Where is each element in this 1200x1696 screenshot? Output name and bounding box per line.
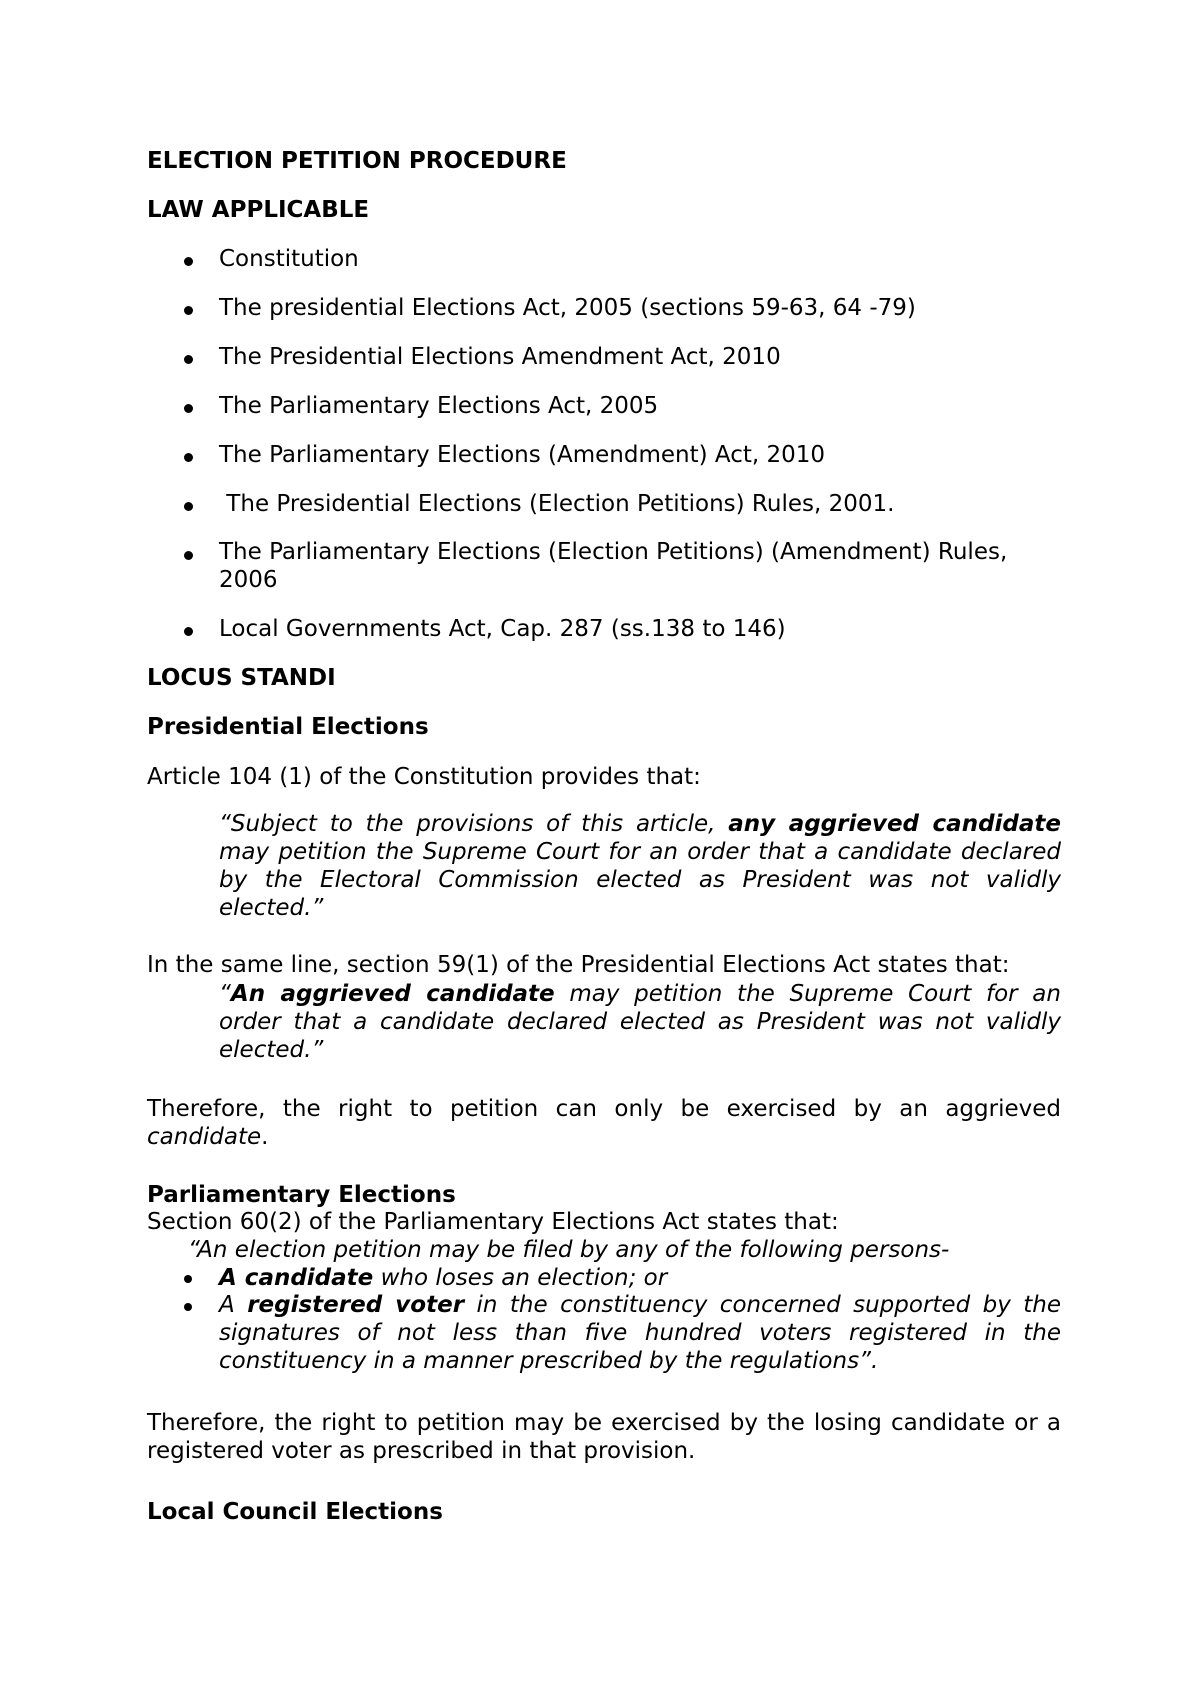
law-list-item: [0, 539, 1200, 602]
document-title: ELECTION PETITION PROCEDURE: [147, 148, 567, 174]
emphasis-bold: An aggrieved candidate: [230, 981, 555, 1007]
bullet-icon: [184, 306, 193, 315]
law-item-text: The Presidential Elections Amendment Act, 2010: [219, 344, 781, 370]
bullet-icon: [184, 453, 193, 462]
emphasis-bold: any aggrieved candidate: [728, 811, 1062, 837]
section-59-quote: “An aggrieved candidate may petition the Supreme Court for an order that a candidate declared elected as President was not validly elected.”: [219, 981, 1061, 1063]
quote-item-text: A candidate who loses an election; or: [219, 1265, 668, 1291]
conclusion-parliamentary: Therefore, the right to petition may be exercised by the losing candidate or a registered voter as prescribed in that provision.: [147, 1410, 1061, 1464]
bullet-icon: [184, 404, 193, 413]
law-item-text: Constitution: [219, 246, 359, 272]
bullet-icon: [184, 551, 193, 560]
law-list-item: [0, 248, 1200, 276]
bullet-icon: [184, 502, 193, 511]
bullet-icon: [184, 355, 193, 364]
section-60-quote-intro: “An election petition may be filed by any of the following persons-: [188, 1237, 950, 1263]
local-council-heading: Local Council Elections: [147, 1499, 443, 1525]
locus-standi-heading: LOCUS STANDI: [147, 665, 336, 691]
bullet-icon: [184, 1303, 192, 1311]
bullet-icon: [184, 1275, 192, 1283]
law-list-item: [0, 493, 1200, 521]
law-item-text: The Presidential Elections (Election Petitions) Rules, 2001.: [219, 491, 895, 517]
emphasis-bold: registered voter: [247, 1292, 465, 1318]
law-item-text: The Parliamentary Elections (Amendment) Act, 2010: [219, 442, 826, 468]
law-list-item: [0, 618, 1200, 646]
quote-list-item: [0, 1292, 1200, 1385]
law-item-text: The Parliamentary Elections Act, 2005: [219, 393, 659, 419]
section-60-intro: Section 60(2) of the Parliamentary Elections Act states that:: [147, 1209, 839, 1235]
article-104-quote: “Subject to the provisions of this article, any aggrieved candidate may petition the Supreme Court for an order that a candidate declared by the Electoral Commission elected as President was not validly elected.”: [219, 811, 1062, 921]
article-104-intro: Article 104 (1) of the Constitution provides that:: [147, 764, 701, 790]
law-item-text: Local Governments Act, Cap. 287 (ss.138 to 146): [219, 616, 786, 642]
law-applicable-heading: LAW APPLICABLE: [147, 197, 370, 223]
law-item-text: The Parliamentary Elections (Election Petitions) (Amendment) Rules, 2006: [219, 539, 1008, 593]
emphasis-bold: A candidate: [219, 1265, 374, 1291]
law-list-item: [0, 297, 1200, 325]
quote-item-text: A registered voter in the constituency concerned supported by the signatures of not less than five hundred voters registered in the constituency in a manner prescribed by the regulations”.: [219, 1292, 1062, 1374]
section-59-intro: In the same line, section 59(1) of the Presidential Elections Act states that:: [147, 952, 1010, 978]
law-list-item: [0, 346, 1200, 374]
bullet-icon: [184, 257, 193, 266]
bullet-icon: [184, 627, 193, 636]
parliamentary-heading: Parliamentary Elections: [147, 1182, 456, 1208]
law-item-text: The presidential Elections Act, 2005 (sections 59-63, 64 -79): [219, 295, 916, 321]
law-list-item: [0, 444, 1200, 472]
law-list-item: [0, 395, 1200, 423]
conclusion-presidential: Therefore, the right to petition can only be exercised by an aggrieved candidate.: [147, 1096, 1061, 1150]
presidential-heading: Presidential Elections: [147, 714, 429, 740]
